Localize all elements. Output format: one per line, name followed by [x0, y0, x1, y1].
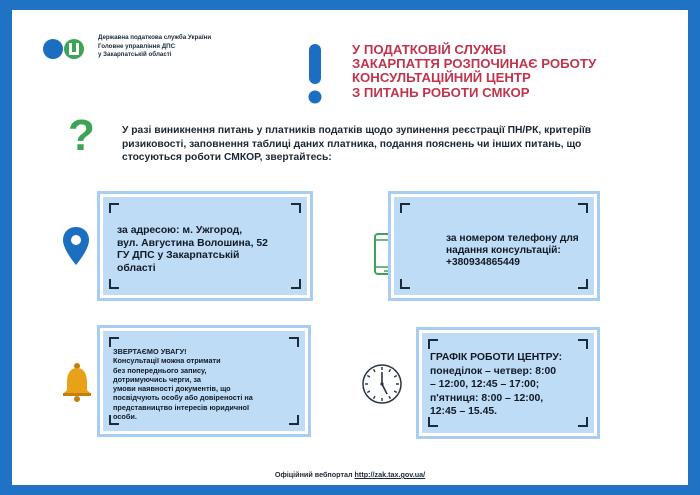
- intro-text: У разі виникнення питань у платників податків щодо зупинення реєстрації ПН/РК, критеріїв ризиковості, заповнення таблиці даних платника, подання пояснень чи інших питань, що стосуються роботи СМКОР, звертайтесь:: [122, 125, 592, 164]
- notice-line: без попереднього запису,: [113, 365, 207, 375]
- notice-line: Консультації можна отримати: [113, 356, 221, 366]
- address-line: області: [117, 262, 156, 274]
- schedule-card: [419, 330, 597, 436]
- org-line: у Закарпатській області: [98, 51, 172, 59]
- schedule-line: ГРАФІК РОБОТИ ЦЕНТРУ:: [430, 352, 563, 363]
- headline-line: З ПИТАНЬ РОБОТИ СМКОР: [352, 84, 530, 100]
- notice-line: умови наявності документів, що: [113, 384, 231, 394]
- headline-line: ЗАКАРПАТТЯ РОЗПОЧИНАЄ РОБОТУ: [352, 56, 597, 72]
- phone-line: за номером телефону для: [446, 233, 579, 244]
- address-text: [117, 225, 297, 275]
- org-line: Головне управління ДПС: [98, 42, 176, 50]
- org-line: Державна податкова служба України: [98, 34, 212, 41]
- schedule-line: 12:45 – 15.45.: [430, 406, 498, 418]
- notice-line: представництво інтересів юридичної: [113, 402, 249, 412]
- clock-icon: [361, 363, 403, 405]
- notice-line: особи.: [113, 412, 137, 422]
- address-card: [100, 194, 310, 298]
- official-portal-link[interactable]: http://zak.tax.gov.ua/: [354, 470, 426, 479]
- dps-logo-icon: [42, 38, 92, 60]
- headline: [352, 43, 672, 100]
- schedule-line: п'ятниця: 8:00 – 12:00,: [430, 392, 544, 404]
- phone-card: [391, 194, 597, 298]
- notice-text: [113, 347, 299, 421]
- notice-line: ЗВЕРТАЄМО УВАГУ!: [113, 347, 187, 356]
- address-line: за адресою: м. Ужгород,: [117, 225, 243, 236]
- footer: [12, 470, 688, 479]
- phone-text: [446, 233, 596, 270]
- schedule-line: – 12:00, 12:45 – 17:00;: [430, 379, 540, 391]
- schedule-text: [430, 351, 596, 419]
- notice-card: [100, 328, 308, 434]
- bell-icon: [60, 362, 94, 402]
- address-line: вул. Августина Волошина, 52: [117, 237, 268, 249]
- schedule-line: понеділок – четвер: 8:00: [430, 365, 557, 377]
- poster: [12, 10, 688, 485]
- notice-line: посвідчують особу або довіреності на: [113, 393, 253, 403]
- question-mark-icon: ?: [68, 111, 95, 160]
- phone-number[interactable]: +380934865449: [446, 257, 520, 269]
- phone-line: надання консультацій:: [446, 245, 561, 257]
- address-line: ГУ ДПС у Закарпатській: [117, 250, 240, 262]
- location-pin-icon: [62, 226, 90, 266]
- exclamation-icon: [308, 44, 322, 104]
- notice-line: дотримуючись черги, за: [113, 374, 201, 384]
- footer-label: Офіційний вебпортал: [274, 470, 353, 479]
- headline-line: У ПОДАТКОВІЙ СЛУЖБІ: [352, 42, 507, 57]
- organization-name: [98, 34, 211, 60]
- headline-line: КОНСУЛЬТАЦІЙНИЙ ЦЕНТР: [352, 70, 531, 86]
